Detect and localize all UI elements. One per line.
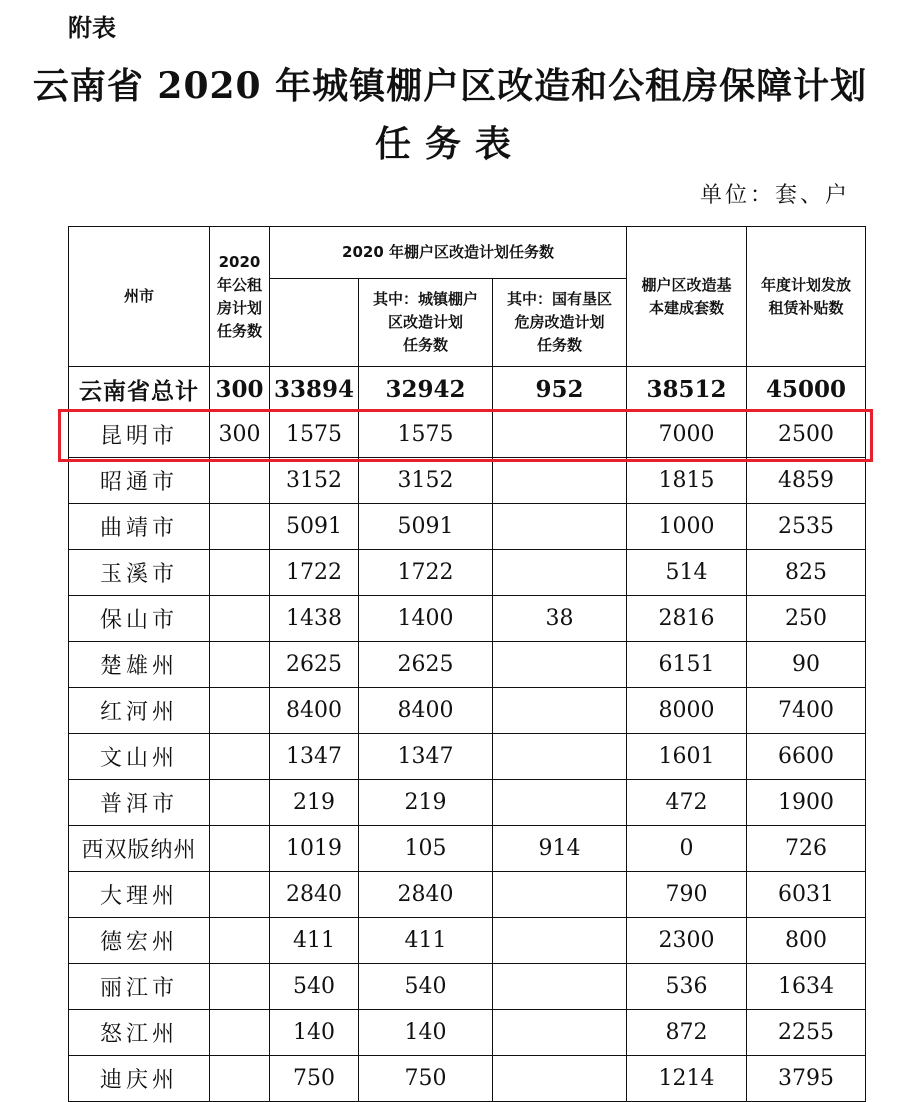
cell-completed: 1601: [627, 734, 747, 780]
header-completed: 棚户区改造基 本建成套数: [627, 227, 747, 367]
header-public-rental: 2020 年公租 房计划 任务数: [210, 227, 270, 367]
cell-reclamation: [493, 872, 627, 918]
annex-label: 附表: [68, 14, 116, 42]
total-subsidy: 45000: [747, 367, 866, 412]
cell-completed: 872: [627, 1010, 747, 1056]
task-table: [68, 226, 866, 1102]
cell-shantytown-total: 1438: [270, 596, 359, 642]
document-title: 云南省 2020 年城镇棚户区改造和公租房保障计划: [32, 65, 868, 107]
cell-shantytown-total: 8400: [270, 688, 359, 734]
cell-subsidy: 90: [747, 642, 866, 688]
header-reclamation: 其中：国有垦区 危房改造计划 任务数: [493, 279, 627, 367]
cell-completed: 2816: [627, 596, 747, 642]
cell-public-rental: [210, 918, 270, 964]
cell-reclamation: [493, 964, 627, 1010]
table-row: [69, 596, 866, 642]
cell-shantytown-total: 540: [270, 964, 359, 1010]
cell-urban: 140: [359, 1010, 493, 1056]
total-reclamation: 952: [493, 367, 627, 412]
cell-shantytown-total: 1575: [270, 412, 359, 458]
cell-public-rental: [210, 826, 270, 872]
cell-region: 玉溪市: [69, 550, 210, 596]
cell-shantytown-total: 750: [270, 1056, 359, 1102]
cell-urban: 540: [359, 964, 493, 1010]
cell-subsidy: 250: [747, 596, 866, 642]
cell-completed: 7000: [627, 412, 747, 458]
cell-reclamation: [493, 1010, 627, 1056]
cell-completed: 1214: [627, 1056, 747, 1102]
cell-region: 迪庆州: [69, 1056, 210, 1102]
cell-subsidy: 2255: [747, 1010, 866, 1056]
cell-urban: 2625: [359, 642, 493, 688]
cell-urban: 750: [359, 1056, 493, 1102]
table-row: [69, 1056, 866, 1102]
table-row: [69, 918, 866, 964]
cell-subsidy: 800: [747, 918, 866, 964]
cell-urban: 1575: [359, 412, 493, 458]
table-row: [69, 1010, 866, 1056]
cell-urban: 5091: [359, 504, 493, 550]
cell-region: 大理州: [69, 872, 210, 918]
cell-reclamation: [493, 1056, 627, 1102]
cell-reclamation: [493, 458, 627, 504]
cell-public-rental: [210, 1056, 270, 1102]
cell-public-rental: [210, 734, 270, 780]
cell-completed: 1815: [627, 458, 747, 504]
cell-urban: 1347: [359, 734, 493, 780]
cell-subsidy: 6600: [747, 734, 866, 780]
cell-subsidy: 2535: [747, 504, 866, 550]
cell-shantytown-total: 2625: [270, 642, 359, 688]
cell-completed: 0: [627, 826, 747, 872]
cell-shantytown-total: 219: [270, 780, 359, 826]
total-shantytown: 33894: [270, 367, 359, 412]
table-row: [69, 826, 866, 872]
cell-shantytown-total: 411: [270, 918, 359, 964]
table-row: [69, 964, 866, 1010]
cell-subsidy: 3795: [747, 1056, 866, 1102]
cell-region: 昭通市: [69, 458, 210, 504]
cell-public-rental: [210, 596, 270, 642]
cell-reclamation: 38: [493, 596, 627, 642]
cell-completed: 8000: [627, 688, 747, 734]
total-public-rental: 300: [210, 367, 270, 412]
cell-shantytown-total: 1347: [270, 734, 359, 780]
header-urban: 其中：城镇棚户 区改造计划 任务数: [359, 279, 493, 367]
cell-reclamation: [493, 734, 627, 780]
cell-region: 西双版纳州: [69, 826, 210, 872]
cell-public-rental: [210, 642, 270, 688]
cell-urban: 1722: [359, 550, 493, 596]
cell-completed: 536: [627, 964, 747, 1010]
cell-region: 昆明市: [69, 412, 210, 458]
cell-public-rental: [210, 872, 270, 918]
cell-public-rental: [210, 550, 270, 596]
cell-urban: 105: [359, 826, 493, 872]
cell-subsidy: 1634: [747, 964, 866, 1010]
cell-subsidy: 7400: [747, 688, 866, 734]
cell-public-rental: 300: [210, 412, 270, 458]
cell-urban: 411: [359, 918, 493, 964]
cell-shantytown-total: 1722: [270, 550, 359, 596]
cell-region: 丽江市: [69, 964, 210, 1010]
total-urban: 32942: [359, 367, 493, 412]
cell-region: 普洱市: [69, 780, 210, 826]
cell-reclamation: [493, 642, 627, 688]
table-row: [69, 734, 866, 780]
header-region: 州市: [69, 227, 210, 367]
cell-public-rental: [210, 688, 270, 734]
cell-reclamation: [493, 918, 627, 964]
document-subtitle: 任务表: [374, 123, 525, 165]
cell-completed: 514: [627, 550, 747, 596]
cell-public-rental: [210, 504, 270, 550]
cell-region: 怒江州: [69, 1010, 210, 1056]
cell-urban: 2840: [359, 872, 493, 918]
cell-subsidy: 6031: [747, 872, 866, 918]
cell-subsidy: 2500: [747, 412, 866, 458]
cell-completed: 2300: [627, 918, 747, 964]
cell-region: 红河州: [69, 688, 210, 734]
table-row: [69, 550, 866, 596]
total-row: [69, 367, 866, 412]
cell-reclamation: [493, 688, 627, 734]
cell-subsidy: 1900: [747, 780, 866, 826]
cell-urban: 3152: [359, 458, 493, 504]
cell-region: 保山市: [69, 596, 210, 642]
header-shantytown-group: 2020 年棚户区改造计划任务数: [270, 227, 627, 279]
cell-reclamation: 914: [493, 826, 627, 872]
cell-region: 德宏州: [69, 918, 210, 964]
cell-subsidy: 4859: [747, 458, 866, 504]
table-row: [69, 642, 866, 688]
unit-label: 单位：套、户: [699, 183, 850, 208]
table-row: [69, 872, 866, 918]
cell-urban: 1400: [359, 596, 493, 642]
header-shantytown-total: [270, 279, 359, 367]
table-row: [69, 780, 866, 826]
cell-reclamation: [493, 550, 627, 596]
total-completed: 38512: [627, 367, 747, 412]
cell-public-rental: [210, 458, 270, 504]
header-subsidy: 年度计划发放 租赁补贴数: [747, 227, 866, 367]
cell-region: 文山州: [69, 734, 210, 780]
cell-subsidy: 825: [747, 550, 866, 596]
table-row: [69, 458, 866, 504]
cell-shantytown-total: 1019: [270, 826, 359, 872]
cell-public-rental: [210, 780, 270, 826]
cell-reclamation: [493, 504, 627, 550]
cell-region: 曲靖市: [69, 504, 210, 550]
table-row: [69, 504, 866, 550]
total-region: 云南省总计: [69, 367, 210, 412]
cell-shantytown-total: 2840: [270, 872, 359, 918]
cell-reclamation: [493, 412, 627, 458]
cell-urban: 8400: [359, 688, 493, 734]
cell-completed: 790: [627, 872, 747, 918]
table-row: [69, 688, 866, 734]
cell-region: 楚雄州: [69, 642, 210, 688]
cell-urban: 219: [359, 780, 493, 826]
cell-shantytown-total: 5091: [270, 504, 359, 550]
cell-completed: 6151: [627, 642, 747, 688]
cell-shantytown-total: 140: [270, 1010, 359, 1056]
cell-subsidy: 726: [747, 826, 866, 872]
cell-completed: 1000: [627, 504, 747, 550]
cell-shantytown-total: 3152: [270, 458, 359, 504]
table-row: [69, 412, 866, 458]
cell-reclamation: [493, 780, 627, 826]
cell-completed: 472: [627, 780, 747, 826]
cell-public-rental: [210, 1010, 270, 1056]
cell-public-rental: [210, 964, 270, 1010]
